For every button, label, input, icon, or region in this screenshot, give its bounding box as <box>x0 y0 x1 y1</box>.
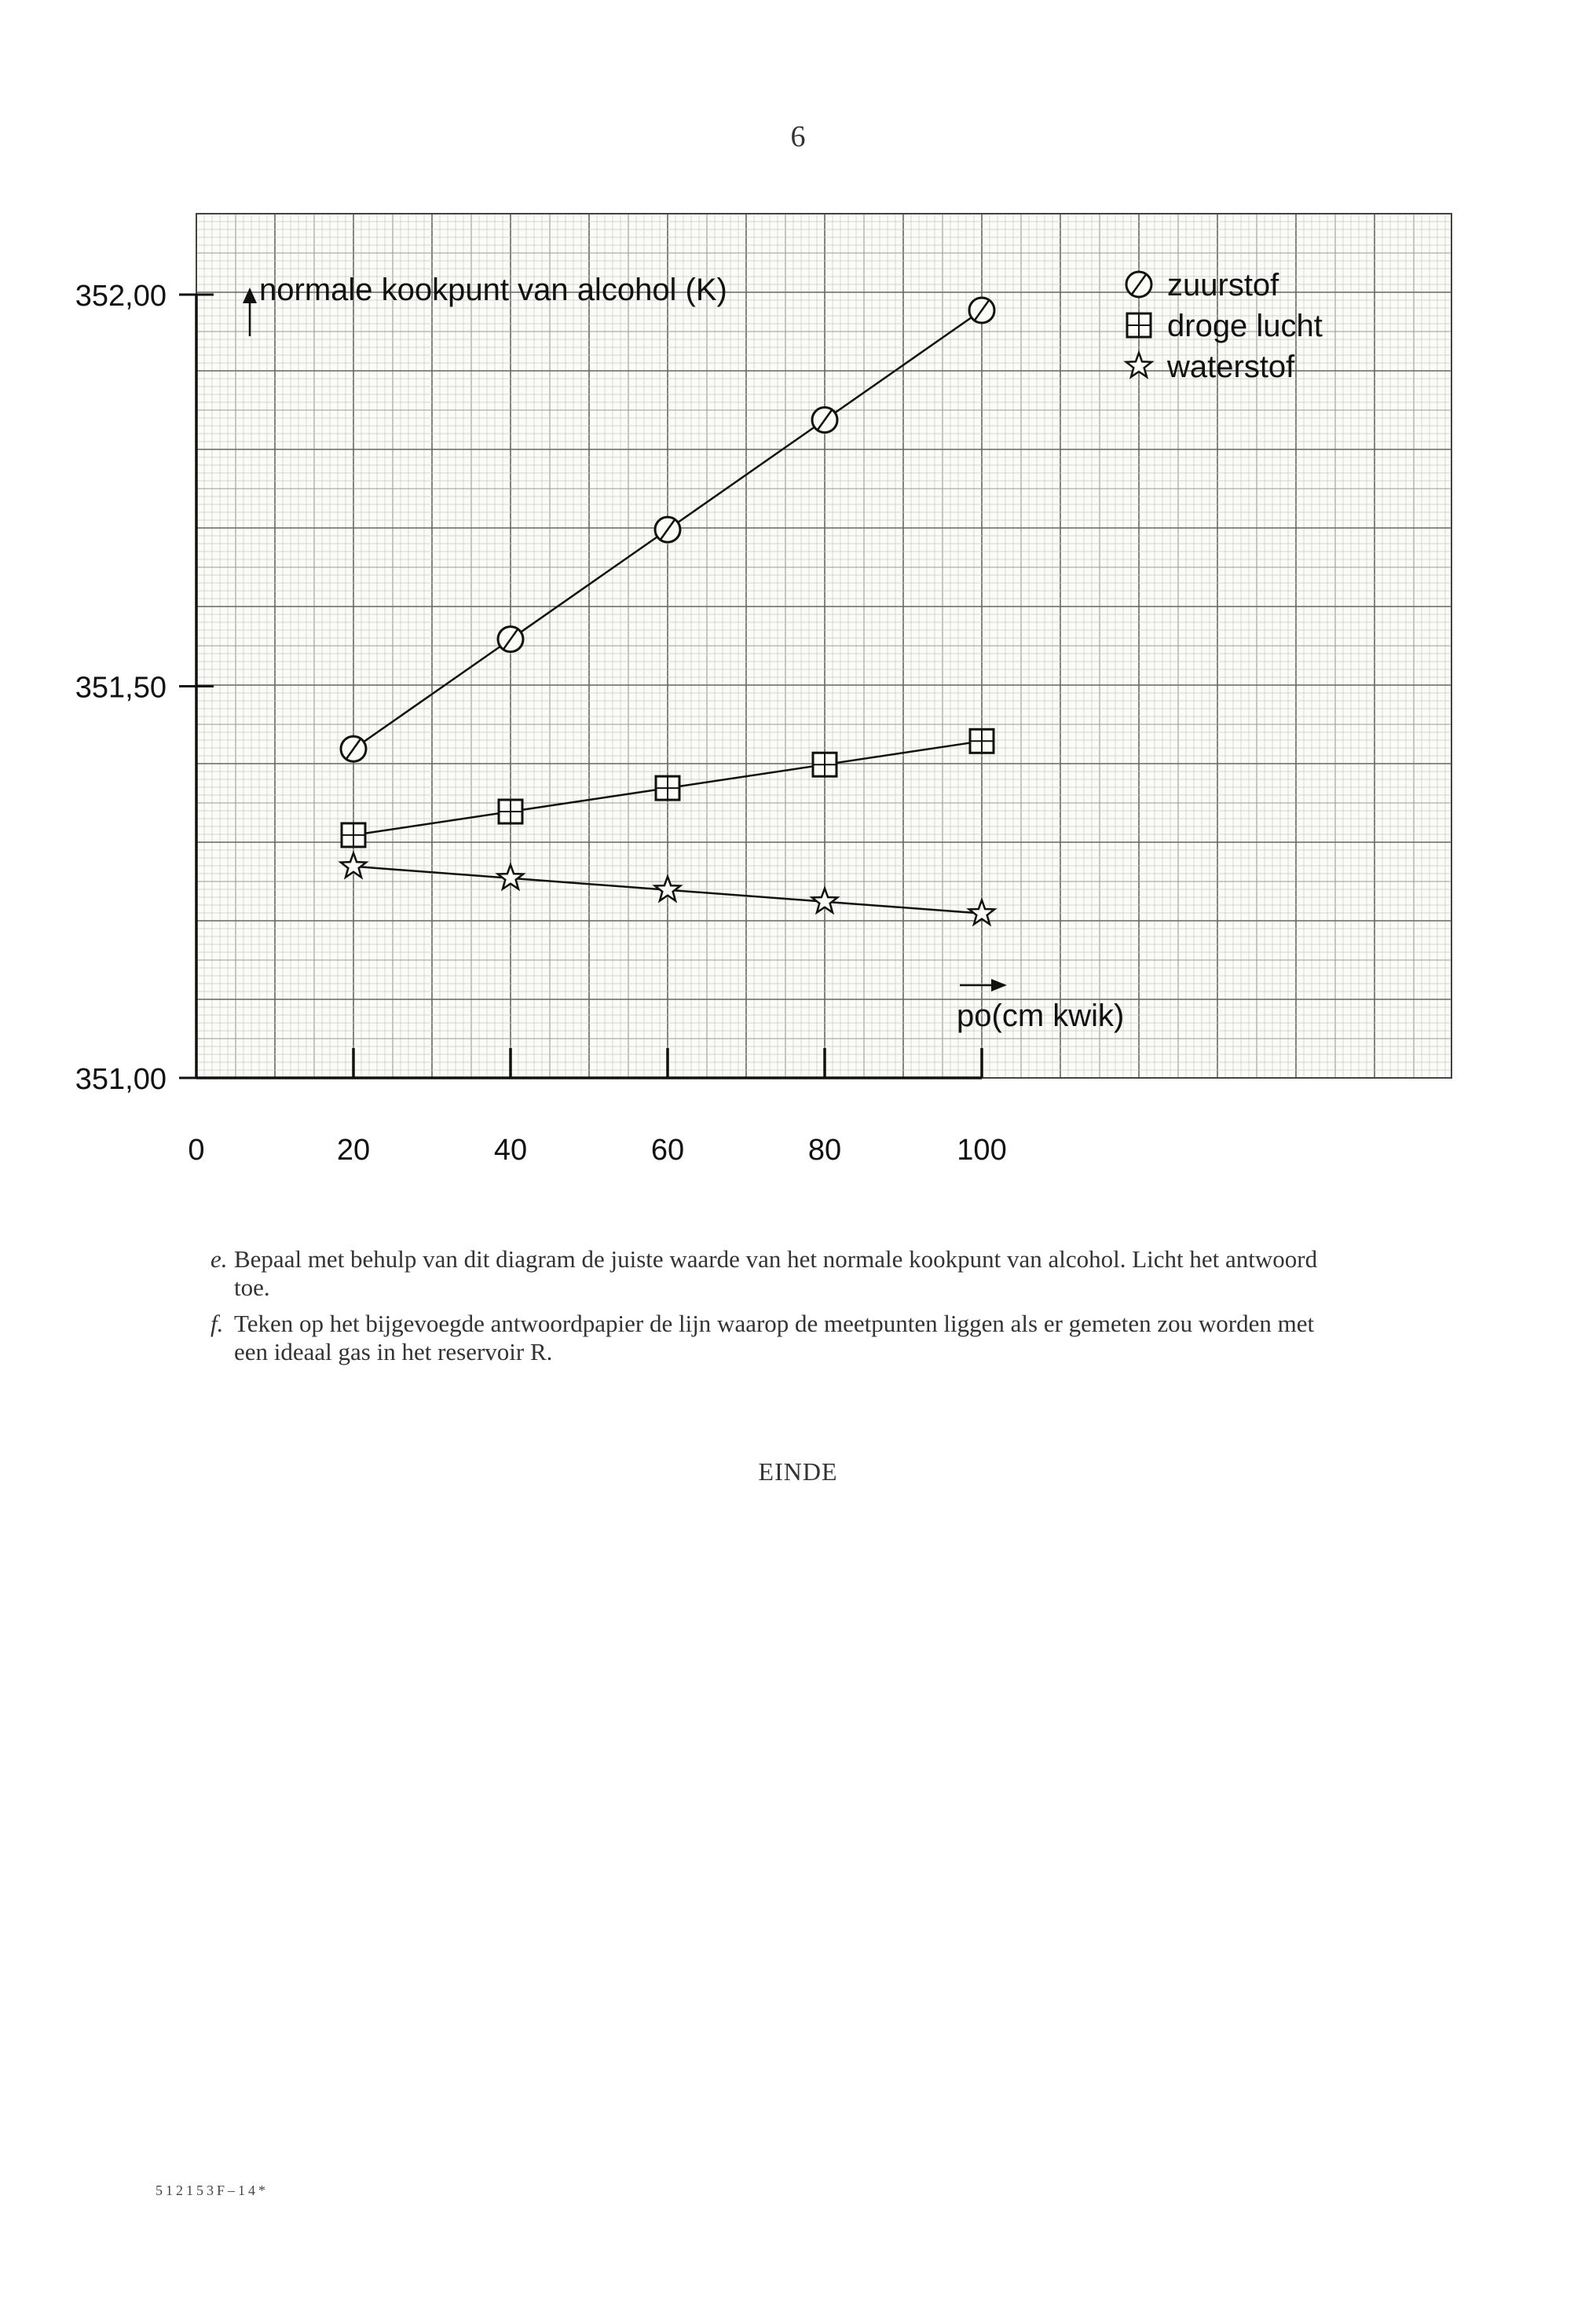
data-point <box>813 753 836 776</box>
y-tick-label: 352,00 <box>75 280 167 313</box>
y-tick-label: 351,50 <box>75 671 167 705</box>
page-number: 6 <box>790 120 806 153</box>
data-point <box>498 627 523 652</box>
x-tick-label: 100 <box>957 1134 1007 1167</box>
data-point <box>812 408 837 433</box>
legend-label: zuurstof <box>1167 268 1279 302</box>
y-tick-label: 351,00 <box>75 1063 167 1096</box>
data-point <box>499 800 522 823</box>
data-point <box>655 517 680 542</box>
question-e-text: Bepaal met behulp van dit diagram de juiste waarde van het normale kookpunt van alcohol. Licht het antwoord toe. <box>234 1245 1318 1301</box>
question-f <box>210 1310 1326 1366</box>
legend-label: droge lucht <box>1167 309 1323 343</box>
y-axis-title: normale kookpunt van alcohol (K) <box>259 273 727 307</box>
data-point <box>656 776 679 800</box>
x-tick-label: 20 <box>336 1134 371 1167</box>
x-tick-label: 0 <box>188 1134 205 1167</box>
legend-label: waterstof <box>1167 350 1295 384</box>
data-point <box>969 298 994 323</box>
questions-block <box>210 1245 1326 1374</box>
chart-grid <box>196 214 1451 1078</box>
x-tick-label: 60 <box>650 1134 685 1167</box>
legend-square-marker <box>1127 313 1151 337</box>
end-marker: EINDE <box>758 1457 838 1486</box>
x-tick-label: 40 <box>493 1134 528 1167</box>
data-point <box>342 823 365 847</box>
data-point <box>970 729 994 753</box>
question-f-letter: f. <box>210 1310 224 1337</box>
question-e <box>210 1245 1326 1302</box>
data-point <box>341 736 366 761</box>
footer-code: 512153F–14* <box>156 2183 269 2198</box>
legend-circle-marker <box>1126 272 1151 297</box>
question-e-letter: e. <box>210 1245 228 1273</box>
x-axis-title: po(cm kwik) <box>957 999 1125 1033</box>
question-f-text: Teken op het bijgevoegde antwoordpapier de lijn waarop de meetpunten liggen als er gemeten zou worden met een ideaal gas in het reservoir R. <box>234 1310 1315 1365</box>
x-tick-label: 80 <box>807 1134 842 1167</box>
